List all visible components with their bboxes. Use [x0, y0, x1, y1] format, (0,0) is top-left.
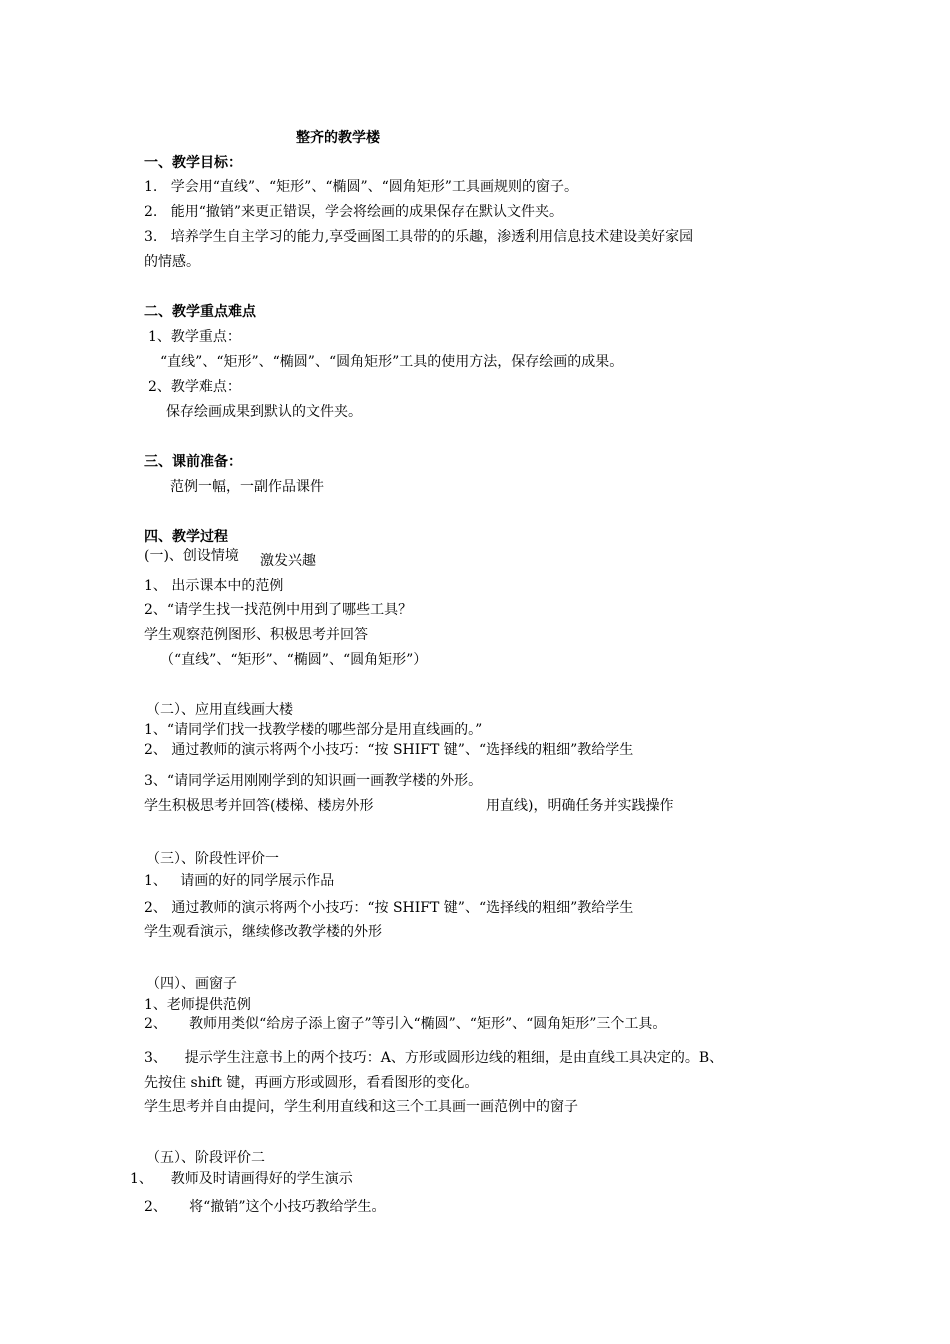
phase-item: 2、 将“撤销”这个小技巧教给学生。 [144, 1199, 386, 1215]
phase-item-continued: 先按住 shift 键，再画方形或圆形，看看图形的变化。 [144, 1075, 479, 1091]
phase-item: 学生观察范例图形、积极思考并回答 [144, 627, 368, 643]
phase-item: 1、 请画的好的同学展示作品 [144, 873, 335, 889]
difficulty-label: 2、教学难点： [148, 379, 241, 395]
phase-item: 1、老师提供范例 [144, 997, 251, 1013]
phase-heading: （五）、阶段评价二 [146, 1150, 265, 1166]
key-point-text: “直线”、“矩形”、“椭圆”、“圆角矩形”工具的使用方法，保存绘画的成果。 [160, 354, 624, 370]
phase-heading: （二）、应用直线画大楼 [146, 702, 293, 718]
section-heading-process: 四、教学过程 [144, 529, 228, 545]
phase-item: 学生观看演示，继续修改教学楼的外形 [144, 924, 382, 940]
objective-item: 1. 学会用“直线”、“矩形”、“椭圆”、“圆角矩形”工具画规则的窗子。 [144, 179, 578, 195]
phase-item: 1、 教师及时请画得好的学生演示 [130, 1171, 353, 1187]
phase-item: 2、“请学生找一找范例中用到了哪些工具？ [144, 602, 413, 618]
phase-heading: （三）、阶段性评价一 [146, 851, 279, 867]
section-heading-objectives: 一、教学目标： [144, 155, 242, 171]
phase-item: 2、 通过教师的演示将两个小技巧：“按 SHIFT 键”、“选择线的粗细”教给学生 [144, 742, 634, 758]
phase-heading: （四）、画窗子 [146, 976, 237, 992]
phase-item: 2、 通过教师的演示将两个小技巧：“按 SHIFT 键”、“选择线的粗细”教给学生 [144, 900, 634, 916]
phase-item: （“直线”、“矩形”、“椭圆”、“圆角矩形”） [160, 652, 428, 668]
page-title: 整齐的教学楼 [296, 130, 380, 146]
objective-item-continued: 的情感。 [144, 254, 200, 270]
objective-item: 3. 培养学生自主学习的能力,享受画图工具带的的乐趣，渗透利用信息技术建设美好家园 [144, 229, 694, 245]
difficulty-text: 保存绘画成果到默认的文件夹。 [166, 404, 362, 420]
preparation-text: 范例一幅，一副作品课件 [170, 479, 324, 495]
phase-heading-suffix: 激发兴趣 [260, 553, 316, 569]
phase-heading: (一)、创设情境 [144, 548, 239, 564]
phase-item: 学生思考并自由提问，学生利用直线和这三个工具画一画范例中的窗子 [144, 1099, 578, 1115]
phase-item: 1、“请同学们找一找教学楼的哪些部分是用直线画的。” [144, 722, 483, 738]
phase-item: 1、 出示课本中的范例 [144, 578, 284, 594]
section-heading-preparation: 三、课前准备： [144, 454, 242, 470]
phase-item: 3、 提示学生注意书上的两个技巧：A、方形或圆形边线的粗细，是由直线工具决定的。B、 [144, 1050, 724, 1066]
phase-item: 2、 教师用类似“给房子添上窗子”等引入“椭圆”、“矩形”、“圆角矩形”三个工具。 [144, 1016, 667, 1032]
key-point-label: 1、教学重点： [148, 329, 241, 345]
objective-item: 2. 能用“撤销”来更正错误，学会将绘画的成果保存在默认文件夹。 [144, 204, 564, 220]
phase-item-continued: 用直线)，明确任务并实践操作 [486, 798, 674, 814]
phase-item: 3、“请同学运用刚刚学到的知识画一画教学楼的外形。 [144, 773, 483, 789]
phase-item: 学生积极思考并回答(楼梯、楼房外形 [144, 798, 374, 814]
section-heading-key-points: 二、教学重点难点 [144, 304, 256, 320]
